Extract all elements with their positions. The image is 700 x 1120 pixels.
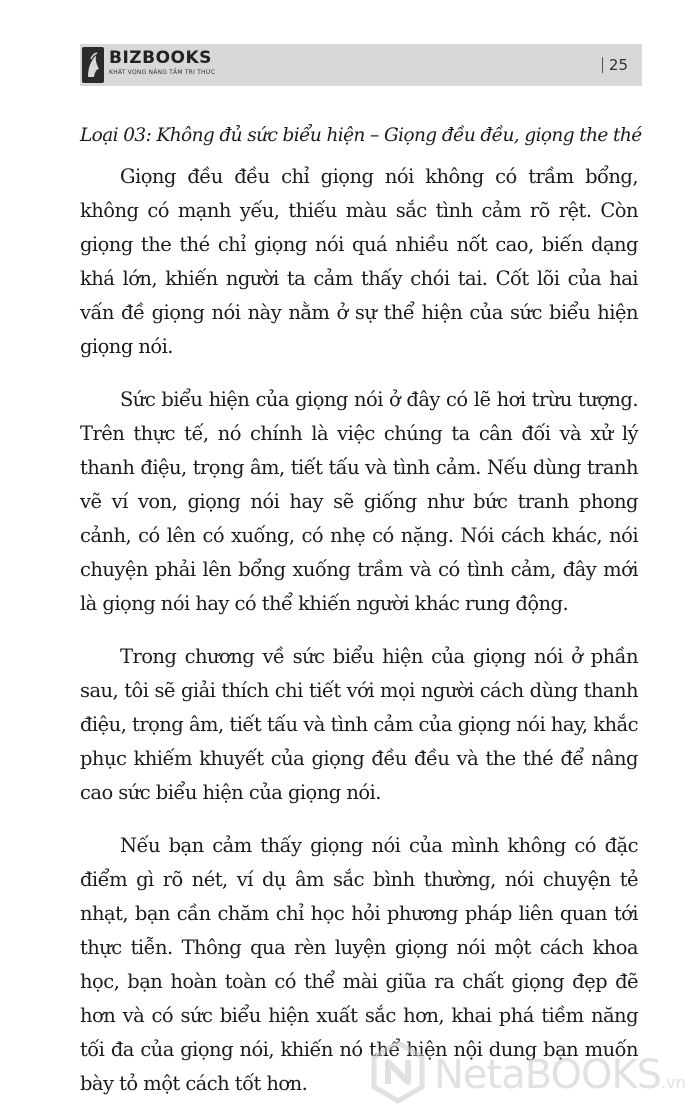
- netabooks-logo-icon: [370, 1040, 426, 1108]
- paragraph: Nếu bạn cảm thấy giọng nói của mình không có đặc điểm gì rõ nét, ví dụ âm sắc bình thường, nói chuyện tẻ nhạt, bạn cần chăm chỉ học hỏi phương pháp liên quan tới thực tiễn. Thông qua rèn luyện giọng nói một cách khoa học, bạn hoàn toàn có thể mài giũa ra chất giọng đẹp đẽ hơn và có sức biểu hiện xuất sắc hơn, khai phá tiềm năng tối đa của giọng nói, khiến nó thể hiện nội dung bạn muốn bày tỏ một cách tốt hơn.: [80, 834, 638, 1095]
- brand-name: BIZBOOKS: [109, 48, 212, 68]
- brand-tagline: KHÁT VỌNG NÂNG TẦM TRI THỨC: [109, 69, 216, 76]
- page-number: [602, 55, 628, 75]
- page-number-value: 25: [608, 56, 628, 74]
- page-number-divider: [602, 57, 603, 73]
- bizbooks-logo-icon: [82, 47, 104, 83]
- section-title: Loại 03: Không đủ sức biểu hiện – Giọng đều đều, giọng the thé: [80, 125, 642, 146]
- paragraph: Trong chương về sức biểu hiện của giọng nói ở phần sau, tôi sẽ giải thích chi tiết với mọi người cách dùng thanh điệu, trọng âm, tiết tấu và tình cảm của giọng nói hay, khắc phục khiếm khuyết của giọng đều đều và the thé để nâng cao sức biểu hiện của giọng nói.: [80, 645, 638, 804]
- page-body: [80, 118, 642, 1120]
- paragraph: Sức biểu hiện của giọng nói ở đây có lẽ hơi trừu tượng. Trên thực tế, nó chính là việc chúng ta cân đối và xử lý thanh điệu, trọng âm, tiết tấu và tình cảm. Nếu dùng tranh vẽ ví von, giọng nói hay sẽ giống như bức tranh phong cảnh, có lên có xuống, có nhẹ có nặng. Nói cách khác, nói chuyện phải lên bổng xuống trầm và có tình cảm, đây mới là giọng nói hay có thể khiến người khác rung động.: [80, 388, 638, 615]
- watermark: [370, 1040, 690, 1110]
- running-header: [80, 44, 642, 86]
- watermark-name: NetaBOOKS: [434, 1052, 662, 1098]
- watermark-suffix: .vn: [661, 1073, 686, 1092]
- paragraph: Giọng đều đều chỉ giọng nói không có trầm bổng, không có mạnh yếu, thiếu màu sắc tình cảm rõ rệt. Còn giọng the thé chỉ giọng nói quá nhiều nốt cao, biến dạng khá lớn, khiến người ta cảm thấy chói tai. Cốt lõi của hai vấn đề giọng nói này nằm ở sự thể hiện của sức biểu hiện giọng nói.: [80, 165, 638, 358]
- watermark-text: [434, 1052, 686, 1106]
